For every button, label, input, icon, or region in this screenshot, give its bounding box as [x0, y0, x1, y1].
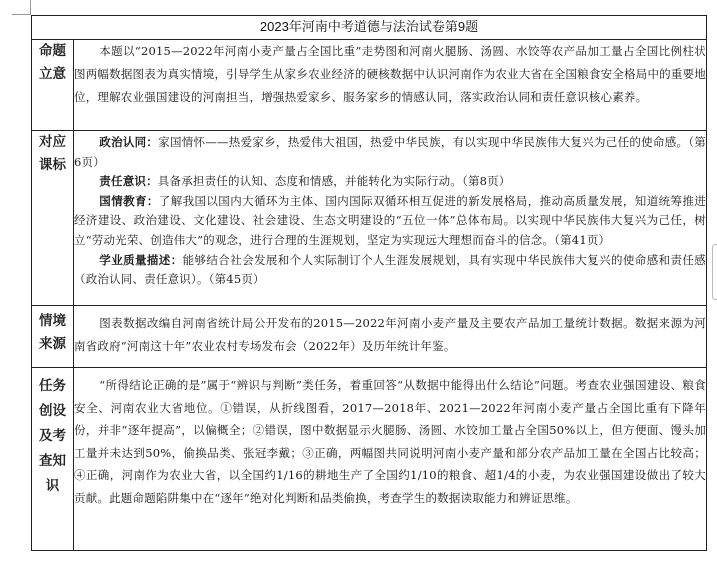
task-text: “所得结论正确的是”属于“辨识与判断”类任务，着重回答“从数据中能得出什么结论”问题。考查农业强国建设、粮食安全、河南农业大省地位。①错误，从折线图看，2017—2018年、2021—2022年河南小麦产量占全国比重有下降年份，并非“逐年提高”，以偏概全；②错误，图中数据显示火腿肠、汤圆、水饺加工量占全国50%以上，但方便面、馒头加工量并未达到50%，偷换品类、张冠李戴；③正确，两幅图共同说明河南小麦产量和部分农产品加工量在全国占比较高；④正确，河南作为农业大省，以全国约1/16的耕地生产了全国约1/10的粮食、超1/4的小麦，为农业强国建设做出了较大贡献。此题命题陷阱集中在“逐年”绝对化判断和品类偷换，考查学生的数据读取能力和辨证思维。: [74, 378, 706, 505]
heading-line: 命题: [39, 43, 66, 59]
standard-item: [74, 192, 706, 251]
standard-text: 家国情怀——热爱家乡，热爱伟大祖国，热爱中华民族，有以实现中华民族伟大复兴为己任的使命感。（第6页）: [74, 135, 706, 169]
heading-line: 对应: [39, 134, 66, 150]
standard-text: 能够结合社会发展和个人实际制订个人生涯发展规划，具有实现中华民族伟大复兴的使命感和责任感（政治认同、责任意识）。（第45页）: [74, 252, 707, 287]
standard-label: 责任意识：: [99, 174, 158, 189]
intent-body: [74, 40, 707, 131]
heading-line: 情境: [39, 313, 66, 329]
intent-heading: [32, 40, 74, 131]
heading-line: 立意: [39, 66, 66, 82]
intent-text: 本题以“2015—2022年河南小麦产量占全国比重”走势图和河南火腿肠、汤圆、水饺等农产品加工量占全国比例柱状图两幅数据图表为真实情境，引导学生从家乡农业经济的硬核数据中认识河南作为农业大省在全国粮食安全格局中的重要地位，理解农业强国建设的河南担当，增强热爱家乡、服务家乡的情感认同，落实政治认同和责任意识核心素养。: [74, 44, 706, 104]
task-body: [74, 368, 707, 551]
heading-line: 查知: [39, 453, 66, 469]
heading-line: 课标: [39, 157, 66, 173]
table-title: 2023年河南中考道德与法治试卷第9题: [32, 16, 707, 40]
standard-item: [74, 251, 706, 290]
source-heading: [32, 306, 74, 368]
standard-item: [74, 172, 706, 192]
heading-line: 识: [45, 478, 60, 494]
title-row: [32, 16, 707, 40]
task-heading: [32, 368, 74, 551]
standard-label: 国情教育：: [99, 193, 159, 208]
standard-text: 了解我国以国内大循环为主体、国内国际双循环相互促进的新发展格局，推动高质量发展，知道统筹推进经济建设、政治建设、文化建设、社会建设、生态文明建设的“五位一体”总体布局。以实现中华民族伟大复兴为己任，树立“劳动光荣、创造伟大”的观念，进行合理的生涯规划，坚定为实现远大理想而奋斗的信念。（第41页）: [74, 193, 706, 247]
standard-label: 学业质量描述：: [99, 252, 183, 267]
standards-heading: [32, 131, 74, 306]
heading-line: 来源: [39, 336, 66, 352]
standards-body: [74, 131, 707, 306]
intent-row: [32, 40, 707, 131]
page-edge-tab: [712, 244, 717, 300]
source-text: 图表数据改编自河南省统计局公开发布的2015—2022年河南小麦产量及主要农产品加工量统计数据。数据来源为河南省政府“河南这十年”农业农村专场发布会（2022年）及历年统计年鉴。: [74, 316, 706, 353]
standard-item: [74, 133, 706, 172]
standard-text: 具备承担责任的认知、态度和情感，并能转化为实际行动。（第8页）: [157, 174, 511, 189]
question-analysis-table: [31, 15, 707, 551]
heading-line: 及考: [39, 428, 66, 444]
source-body: [74, 306, 707, 368]
heading-line: 任务: [39, 378, 66, 394]
standards-row: [32, 131, 707, 306]
standard-label: 政治认同：: [99, 135, 159, 149]
source-row: [32, 306, 707, 368]
heading-line: 创设: [39, 403, 66, 419]
task-row: [32, 368, 707, 551]
